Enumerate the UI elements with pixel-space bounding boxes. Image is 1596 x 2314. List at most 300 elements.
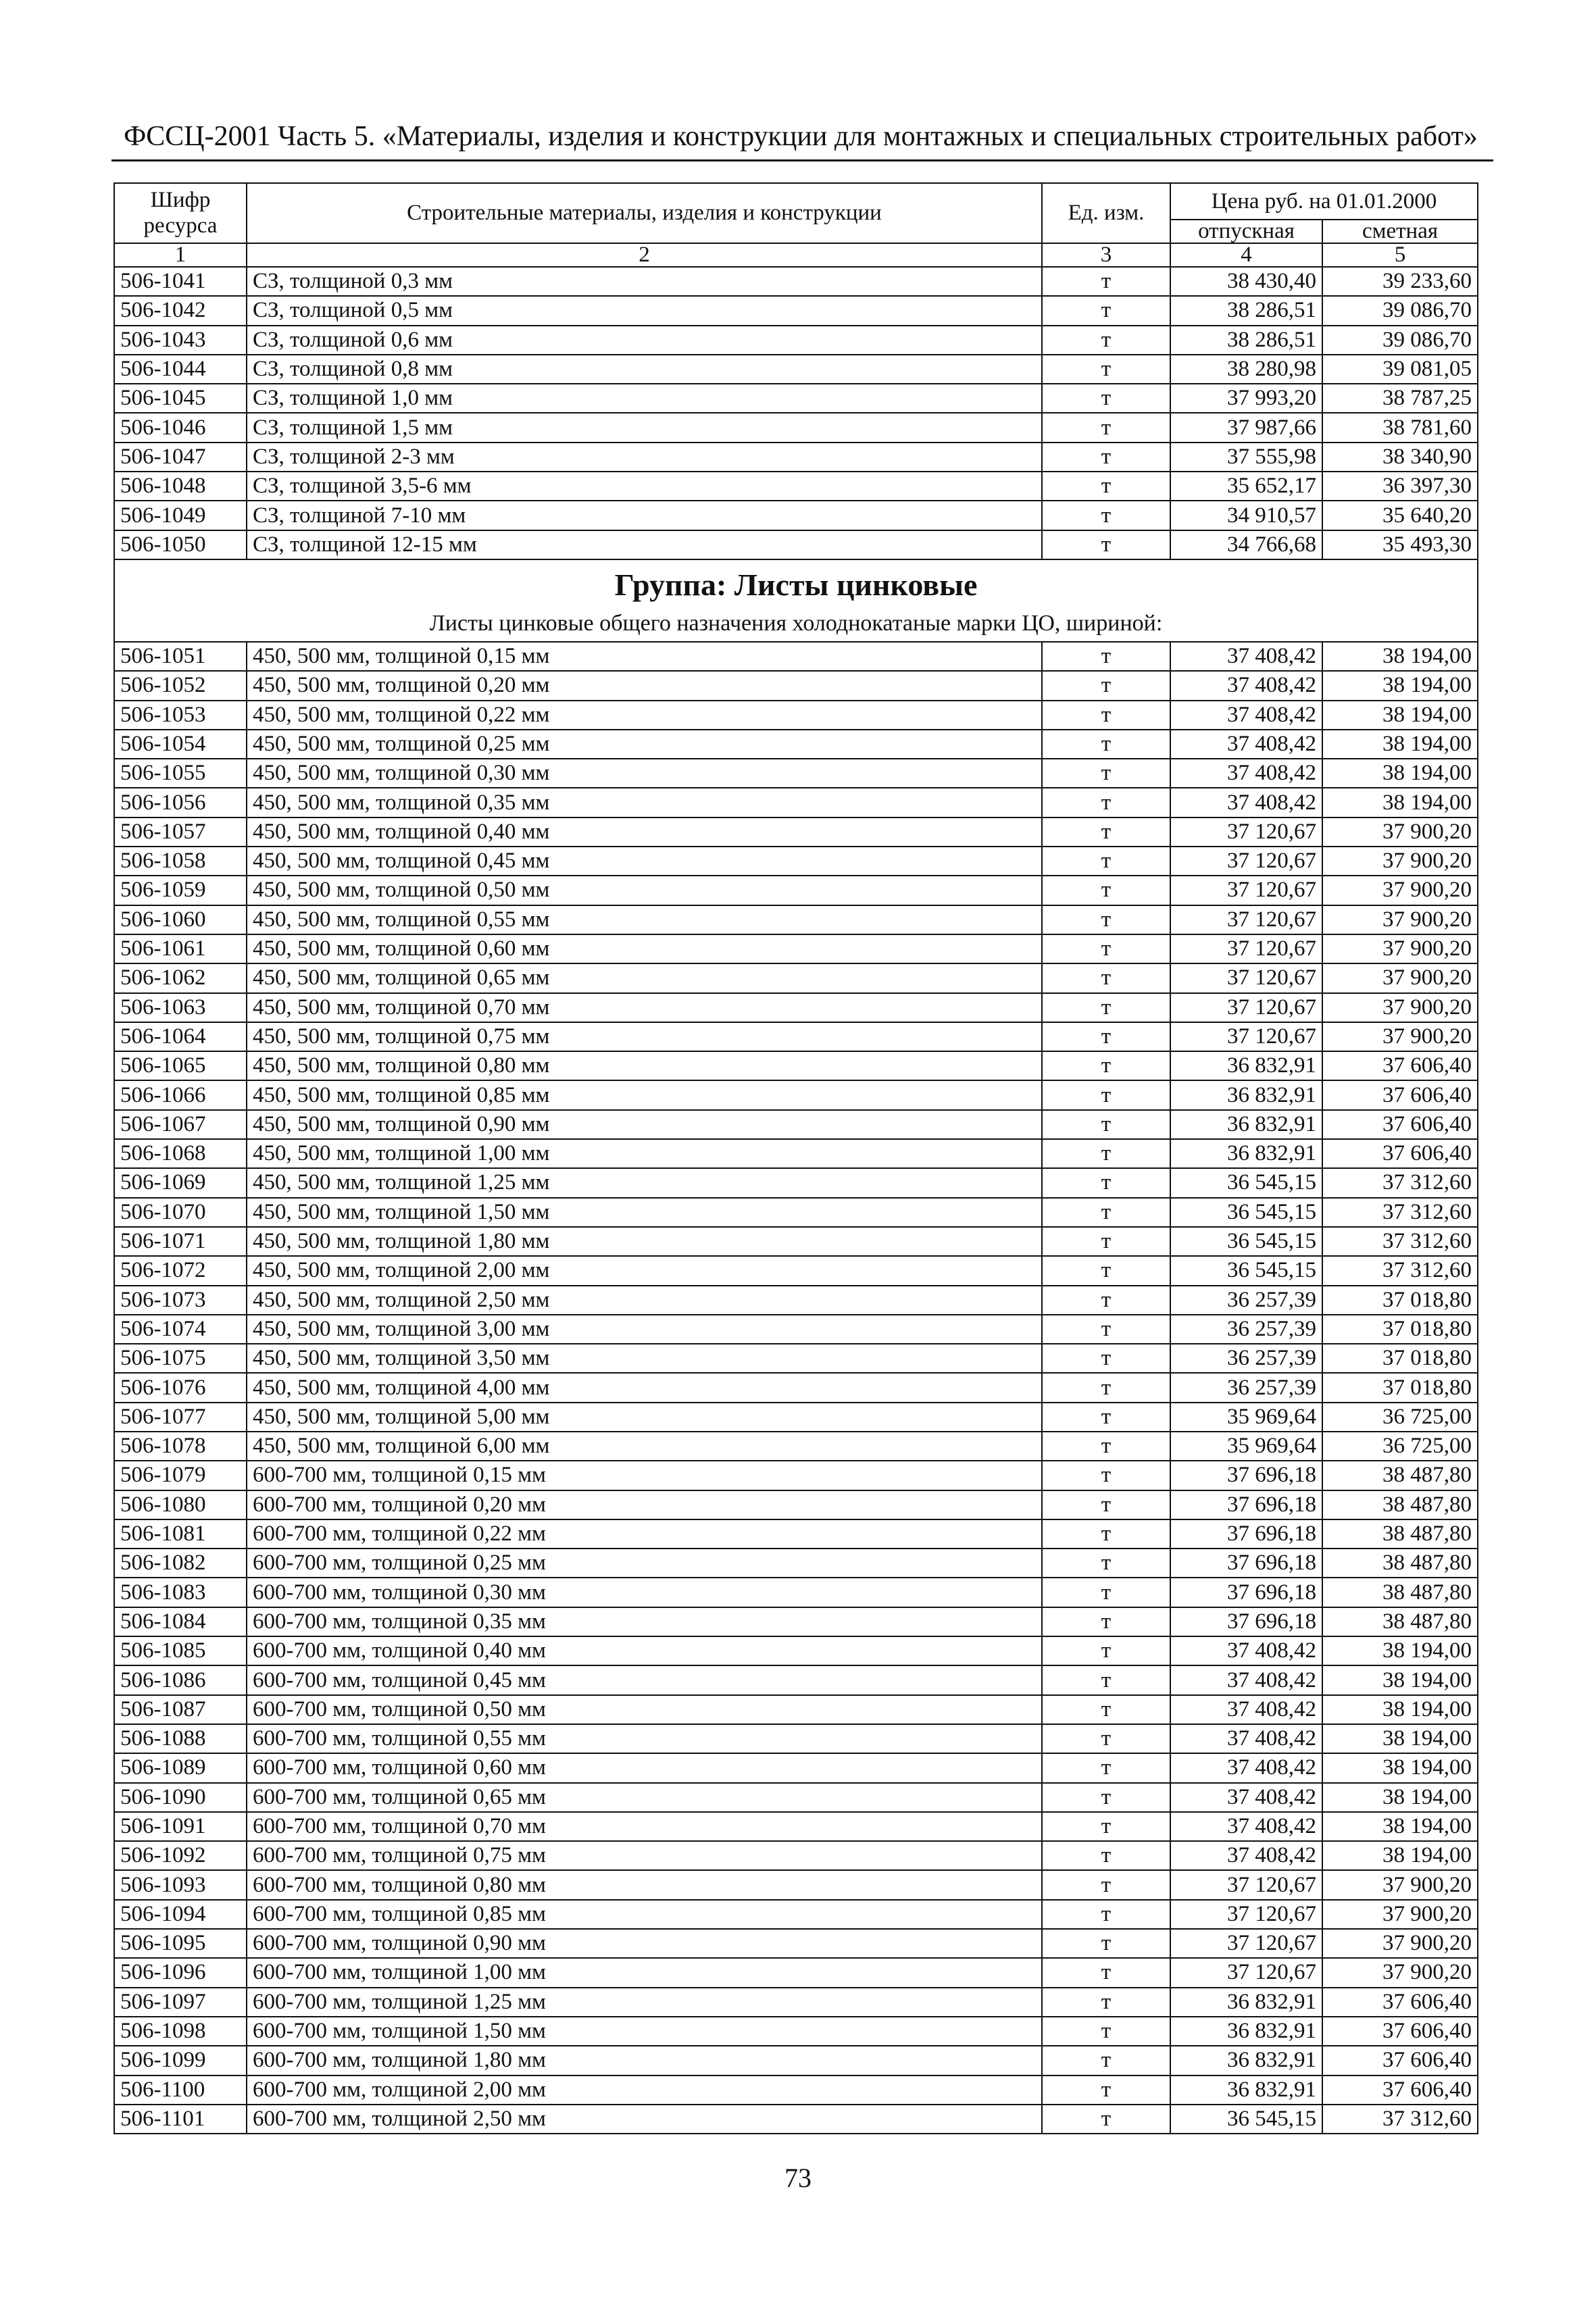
resource-code-cell: 506-1091 <box>114 1812 247 1841</box>
price-estimate-cell: 39 081,05 <box>1322 355 1478 384</box>
resource-code-cell: 506-1083 <box>114 1578 247 1607</box>
price-wholesale-cell: 36 832,91 <box>1170 2046 1322 2075</box>
price-estimate-cell: 39 086,70 <box>1322 296 1478 325</box>
price-estimate-cell: 37 312,60 <box>1322 1227 1478 1256</box>
material-name-cell: 450, 500 мм, толщиной 2,00 мм <box>247 1256 1042 1285</box>
unit-cell: т <box>1042 1286 1170 1315</box>
material-name-cell: 600-700 мм, толщиной 0,55 мм <box>247 1724 1042 1753</box>
price-wholesale-cell: 38 280,98 <box>1170 355 1322 384</box>
price-estimate-cell: 37 312,60 <box>1322 2105 1478 2134</box>
price-estimate-cell: 35 640,20 <box>1322 501 1478 530</box>
price-wholesale-cell: 37 120,67 <box>1170 905 1322 934</box>
unit-cell: т <box>1042 443 1170 472</box>
unit-cell: т <box>1042 759 1170 788</box>
table-row <box>114 1607 1478 1636</box>
unit-cell: т <box>1042 671 1170 700</box>
price-estimate-cell: 37 900,20 <box>1322 934 1478 963</box>
table-row <box>114 671 1478 700</box>
price-estimate-cell: 37 606,40 <box>1322 1051 1478 1080</box>
table-row <box>114 788 1478 817</box>
resource-code-cell: 506-1060 <box>114 905 247 934</box>
resource-code-cell: 506-1066 <box>114 1080 247 1109</box>
unit-cell: т <box>1042 642 1170 671</box>
resource-code-cell: 506-1101 <box>114 2105 247 2134</box>
material-name-cell: 450, 500 мм, толщиной 0,55 мм <box>247 905 1042 934</box>
price-wholesale-cell: 37 408,42 <box>1170 788 1322 817</box>
price-wholesale-cell: 37 696,18 <box>1170 1607 1322 1636</box>
price-wholesale-cell: 37 696,18 <box>1170 1549 1322 1578</box>
table-row <box>114 1841 1478 1870</box>
table-row <box>114 993 1478 1022</box>
unit-cell: т <box>1042 1227 1170 1256</box>
table-row <box>114 1988 1478 2017</box>
material-name-cell: 600-700 мм, толщиной 1,00 мм <box>247 1958 1042 1987</box>
price-estimate-cell: 37 018,80 <box>1322 1315 1478 1344</box>
price-wholesale-cell: 37 993,20 <box>1170 384 1322 413</box>
unit-cell: т <box>1042 1783 1170 1812</box>
unit-cell: т <box>1042 472 1170 501</box>
material-name-cell: 600-700 мм, толщиной 0,85 мм <box>247 1900 1042 1929</box>
column-number: 1 <box>114 243 247 267</box>
price-wholesale-cell: 35 969,64 <box>1170 1403 1322 1432</box>
price-estimate-cell: 38 194,00 <box>1322 1665 1478 1694</box>
unit-cell: т <box>1042 501 1170 530</box>
table-row <box>114 413 1478 442</box>
unit-cell: т <box>1042 1080 1170 1109</box>
table-row <box>114 1051 1478 1080</box>
price-wholesale-cell: 37 120,67 <box>1170 963 1322 992</box>
price-wholesale-cell: 37 408,42 <box>1170 1695 1322 1724</box>
resource-code-cell: 506-1092 <box>114 1841 247 1870</box>
table-row <box>114 1578 1478 1607</box>
unit-cell: т <box>1042 1549 1170 1578</box>
price-estimate-cell: 37 900,20 <box>1322 1958 1478 1987</box>
material-name-cell: 600-700 мм, толщиной 0,65 мм <box>247 1783 1042 1812</box>
price-estimate-cell: 38 194,00 <box>1322 1783 1478 1812</box>
material-name-cell: 450, 500 мм, толщиной 0,90 мм <box>247 1110 1042 1139</box>
table-row <box>114 934 1478 963</box>
price-wholesale-cell: 37 696,18 <box>1170 1461 1322 1490</box>
price-estimate-cell: 38 194,00 <box>1322 1636 1478 1665</box>
unit-cell: т <box>1042 993 1170 1022</box>
price-wholesale-cell: 37 408,42 <box>1170 730 1322 759</box>
resource-code-cell: 506-1045 <box>114 384 247 413</box>
price-wholesale-cell: 36 832,91 <box>1170 1080 1322 1109</box>
table-row <box>114 1461 1478 1490</box>
price-estimate-cell: 39 086,70 <box>1322 326 1478 355</box>
resource-code-cell: 506-1052 <box>114 671 247 700</box>
table-row <box>114 1432 1478 1461</box>
resource-code-cell: 506-1049 <box>114 501 247 530</box>
material-name-cell: СЗ, толщиной 12-15 мм <box>247 530 1042 559</box>
price-estimate-cell: 38 487,80 <box>1322 1519 1478 1549</box>
material-name-cell: СЗ, толщиной 2-3 мм <box>247 443 1042 472</box>
table-row <box>114 384 1478 413</box>
unit-cell: т <box>1042 1315 1170 1344</box>
resource-code-cell: 506-1064 <box>114 1022 247 1051</box>
table-row <box>114 1344 1478 1373</box>
material-name-cell: 600-700 мм, толщиной 0,35 мм <box>247 1607 1042 1636</box>
column-header-price-estimate: сметная <box>1322 220 1478 243</box>
material-name-cell: 450, 500 мм, толщиной 3,50 мм <box>247 1344 1042 1373</box>
table-row <box>114 1403 1478 1432</box>
unit-cell: т <box>1042 1695 1170 1724</box>
unit-cell: т <box>1042 1607 1170 1636</box>
price-wholesale-cell: 38 430,40 <box>1170 267 1322 296</box>
table-row <box>114 1929 1478 1958</box>
price-wholesale-cell: 35 652,17 <box>1170 472 1322 501</box>
material-name-cell: 450, 500 мм, толщиной 2,50 мм <box>247 1286 1042 1315</box>
table-row <box>114 472 1478 501</box>
unit-cell: т <box>1042 1870 1170 1899</box>
unit-cell: т <box>1042 1753 1170 1782</box>
material-name-cell: 450, 500 мм, толщиной 0,85 мм <box>247 1080 1042 1109</box>
price-estimate-cell: 38 787,25 <box>1322 384 1478 413</box>
resource-code-cell: 506-1051 <box>114 642 247 671</box>
unit-cell: т <box>1042 296 1170 325</box>
unit-cell: т <box>1042 818 1170 847</box>
material-name-cell: 450, 500 мм, толщиной 0,30 мм <box>247 759 1042 788</box>
unit-cell: т <box>1042 1988 1170 2017</box>
price-estimate-cell: 37 900,20 <box>1322 1929 1478 1958</box>
price-estimate-cell: 36 725,00 <box>1322 1432 1478 1461</box>
unit-cell: т <box>1042 2017 1170 2046</box>
price-estimate-cell: 37 900,20 <box>1322 818 1478 847</box>
group-title: Группа: Листы цинковые <box>114 559 1478 607</box>
unit-cell: т <box>1042 1636 1170 1665</box>
price-estimate-cell: 37 606,40 <box>1322 2076 1478 2105</box>
unit-cell: т <box>1042 355 1170 384</box>
resource-code-cell: 506-1072 <box>114 1256 247 1285</box>
price-wholesale-cell: 38 286,51 <box>1170 326 1322 355</box>
price-estimate-cell: 38 487,80 <box>1322 1461 1478 1490</box>
price-estimate-cell: 37 606,40 <box>1322 1988 1478 2017</box>
unit-cell: т <box>1042 934 1170 963</box>
price-wholesale-cell: 37 408,42 <box>1170 1636 1322 1665</box>
table-row <box>114 1490 1478 1519</box>
price-estimate-cell: 36 397,30 <box>1322 472 1478 501</box>
price-estimate-cell: 38 194,00 <box>1322 1812 1478 1841</box>
resource-code-cell: 506-1056 <box>114 788 247 817</box>
material-name-cell: 450, 500 мм, толщиной 5,00 мм <box>247 1403 1042 1432</box>
price-estimate-cell: 38 194,00 <box>1322 642 1478 671</box>
resource-code-cell: 506-1089 <box>114 1753 247 1782</box>
column-number: 2 <box>247 243 1042 267</box>
price-estimate-cell: 38 487,80 <box>1322 1607 1478 1636</box>
column-number: 3 <box>1042 243 1170 267</box>
table-row <box>114 730 1478 759</box>
price-wholesale-cell: 36 545,15 <box>1170 1198 1322 1227</box>
unit-cell: т <box>1042 1198 1170 1227</box>
material-name-cell: СЗ, толщиной 1,5 мм <box>247 413 1042 442</box>
unit-cell: т <box>1042 1490 1170 1519</box>
price-estimate-cell: 38 487,80 <box>1322 1549 1478 1578</box>
price-wholesale-cell: 37 120,67 <box>1170 1929 1322 1958</box>
price-wholesale-cell: 36 257,39 <box>1170 1373 1322 1402</box>
table-row <box>114 501 1478 530</box>
price-estimate-cell: 38 194,00 <box>1322 1695 1478 1724</box>
price-wholesale-cell: 36 832,91 <box>1170 2017 1322 2046</box>
unit-cell: т <box>1042 413 1170 442</box>
price-estimate-cell: 37 606,40 <box>1322 1080 1478 1109</box>
unit-cell: т <box>1042 384 1170 413</box>
price-estimate-cell: 38 194,00 <box>1322 759 1478 788</box>
unit-cell: т <box>1042 2076 1170 2105</box>
price-estimate-cell: 38 340,90 <box>1322 443 1478 472</box>
unit-cell: т <box>1042 1344 1170 1373</box>
resource-code-cell: 506-1042 <box>114 296 247 325</box>
price-wholesale-cell: 37 120,67 <box>1170 876 1322 905</box>
price-wholesale-cell: 37 408,42 <box>1170 1753 1322 1782</box>
table-row <box>114 2076 1478 2105</box>
table-row <box>114 530 1478 559</box>
material-name-cell: СЗ, толщиной 0,8 мм <box>247 355 1042 384</box>
unit-cell: т <box>1042 1256 1170 1285</box>
unit-cell: т <box>1042 1519 1170 1549</box>
material-name-cell: 600-700 мм, толщиной 2,50 мм <box>247 2105 1042 2134</box>
price-estimate-cell: 38 194,00 <box>1322 671 1478 700</box>
resource-code-cell: 506-1059 <box>114 876 247 905</box>
price-wholesale-cell: 37 120,67 <box>1170 1870 1322 1899</box>
unit-cell: т <box>1042 2046 1170 2075</box>
material-name-cell: 600-700 мм, толщиной 0,25 мм <box>247 1549 1042 1578</box>
resource-code-cell: 506-1048 <box>114 472 247 501</box>
resource-code-cell: 506-1093 <box>114 1870 247 1899</box>
price-wholesale-cell: 37 696,18 <box>1170 1578 1322 1607</box>
price-wholesale-cell: 36 545,15 <box>1170 1168 1322 1197</box>
material-name-cell: СЗ, толщиной 1,0 мм <box>247 384 1042 413</box>
table-row <box>114 1549 1478 1578</box>
unit-cell: т <box>1042 1110 1170 1139</box>
unit-cell: т <box>1042 1812 1170 1841</box>
unit-cell: т <box>1042 1929 1170 1958</box>
material-name-cell: 450, 500 мм, толщиной 0,60 мм <box>247 934 1042 963</box>
resource-code-cell: 506-1047 <box>114 443 247 472</box>
material-name-cell: 450, 500 мм, толщиной 0,15 мм <box>247 642 1042 671</box>
table-row <box>114 1900 1478 1929</box>
resource-code-cell: 506-1095 <box>114 1929 247 1958</box>
resource-code-cell: 506-1079 <box>114 1461 247 1490</box>
material-name-cell: 450, 500 мм, толщиной 0,20 мм <box>247 671 1042 700</box>
table-row <box>114 1139 1478 1168</box>
table-row <box>114 1227 1478 1256</box>
table-row <box>114 267 1478 296</box>
material-name-cell: 600-700 мм, толщиной 2,00 мм <box>247 2076 1042 2105</box>
table-row <box>114 443 1478 472</box>
price-wholesale-cell: 37 408,42 <box>1170 1724 1322 1753</box>
material-name-cell: 600-700 мм, толщиной 0,70 мм <box>247 1812 1042 1841</box>
price-wholesale-cell: 37 555,98 <box>1170 443 1322 472</box>
price-wholesale-cell: 36 257,39 <box>1170 1286 1322 1315</box>
price-wholesale-cell: 37 696,18 <box>1170 1490 1322 1519</box>
unit-cell: т <box>1042 1461 1170 1490</box>
price-wholesale-cell: 37 408,42 <box>1170 701 1322 730</box>
unit-cell: т <box>1042 1900 1170 1929</box>
price-estimate-cell: 38 194,00 <box>1322 788 1478 817</box>
resource-code-cell: 506-1061 <box>114 934 247 963</box>
table-row <box>114 1783 1478 1812</box>
material-name-cell: 600-700 мм, толщиной 0,30 мм <box>247 1578 1042 1607</box>
material-name-cell: 450, 500 мм, толщиной 6,00 мм <box>247 1432 1042 1461</box>
price-wholesale-cell: 37 408,42 <box>1170 759 1322 788</box>
material-name-cell: 450, 500 мм, толщиной 4,00 мм <box>247 1373 1042 1402</box>
price-estimate-cell: 37 900,20 <box>1322 1022 1478 1051</box>
material-name-cell: 450, 500 мм, толщиной 1,25 мм <box>247 1168 1042 1197</box>
price-estimate-cell: 35 493,30 <box>1322 530 1478 559</box>
price-estimate-cell: 37 312,60 <box>1322 1198 1478 1227</box>
material-name-cell: 450, 500 мм, толщиной 1,80 мм <box>247 1227 1042 1256</box>
material-name-cell: 450, 500 мм, толщиной 0,22 мм <box>247 701 1042 730</box>
price-estimate-cell: 37 900,20 <box>1322 905 1478 934</box>
column-header-name: Строительные материалы, изделия и конструкции <box>247 183 1042 243</box>
table-row <box>114 1286 1478 1315</box>
resource-code-cell: 506-1055 <box>114 759 247 788</box>
price-wholesale-cell: 37 120,67 <box>1170 1022 1322 1051</box>
table-row <box>114 1812 1478 1841</box>
resource-code-cell: 506-1082 <box>114 1549 247 1578</box>
price-estimate-cell: 38 487,80 <box>1322 1490 1478 1519</box>
resource-code-cell: 506-1094 <box>114 1900 247 1929</box>
material-name-cell: 600-700 мм, толщиной 0,22 мм <box>247 1519 1042 1549</box>
table-row <box>114 701 1478 730</box>
table-row <box>114 355 1478 384</box>
table-row <box>114 1080 1478 1109</box>
table-row <box>114 1870 1478 1899</box>
material-name-cell: 450, 500 мм, толщиной 1,00 мм <box>247 1139 1042 1168</box>
table-row <box>114 1315 1478 1344</box>
price-wholesale-cell: 37 120,67 <box>1170 1900 1322 1929</box>
price-wholesale-cell: 37 408,42 <box>1170 642 1322 671</box>
page-number: 73 <box>784 2163 812 2193</box>
resource-code-cell: 506-1041 <box>114 267 247 296</box>
resource-code-cell: 506-1085 <box>114 1636 247 1665</box>
price-estimate-cell: 38 194,00 <box>1322 1724 1478 1753</box>
price-wholesale-cell: 37 696,18 <box>1170 1519 1322 1549</box>
price-estimate-cell: 38 194,00 <box>1322 1841 1478 1870</box>
table-row <box>114 963 1478 992</box>
table-row <box>114 1256 1478 1285</box>
unit-cell: т <box>1042 788 1170 817</box>
price-estimate-cell: 38 194,00 <box>1322 701 1478 730</box>
table-row <box>114 847 1478 876</box>
table-row <box>114 1695 1478 1724</box>
resource-code-cell: 506-1073 <box>114 1286 247 1315</box>
table-row <box>114 1519 1478 1549</box>
price-wholesale-cell: 38 286,51 <box>1170 296 1322 325</box>
material-name-cell: 600-700 мм, толщиной 0,90 мм <box>247 1929 1042 1958</box>
price-estimate-cell: 37 606,40 <box>1322 2046 1478 2075</box>
material-name-cell: 600-700 мм, толщиной 1,80 мм <box>247 2046 1042 2075</box>
price-estimate-cell: 36 725,00 <box>1322 1403 1478 1432</box>
material-name-cell: 450, 500 мм, толщиной 0,25 мм <box>247 730 1042 759</box>
material-name-cell: 600-700 мм, толщиной 1,25 мм <box>247 1988 1042 2017</box>
header-rule <box>111 159 1493 161</box>
price-table <box>114 182 1478 2134</box>
resource-code-cell: 506-1088 <box>114 1724 247 1753</box>
unit-cell: т <box>1042 1022 1170 1051</box>
price-wholesale-cell: 36 257,39 <box>1170 1344 1322 1373</box>
material-name-cell: 450, 500 мм, толщиной 0,75 мм <box>247 1022 1042 1051</box>
material-name-cell: 450, 500 мм, толщиной 3,00 мм <box>247 1315 1042 1344</box>
column-number: 4 <box>1170 243 1322 267</box>
table-row <box>114 1022 1478 1051</box>
table-row <box>114 1724 1478 1753</box>
unit-cell: т <box>1042 1724 1170 1753</box>
page-title: ФССЦ-2001 Часть 5. «Материалы, изделия и конструкции для монтажных и специальных строительных работ» <box>124 121 1478 152</box>
column-header-unit: Ед. изм. <box>1042 183 1170 243</box>
material-name-cell: 600-700 мм, толщиной 0,40 мм <box>247 1636 1042 1665</box>
column-header-price-wholesale: отпускная <box>1170 220 1322 243</box>
material-name-cell: СЗ, толщиной 0,6 мм <box>247 326 1042 355</box>
price-wholesale-cell: 37 120,67 <box>1170 993 1322 1022</box>
resource-code-cell: 506-1090 <box>114 1783 247 1812</box>
table-row <box>114 1373 1478 1402</box>
resource-code-cell: 506-1065 <box>114 1051 247 1080</box>
table-row <box>114 2046 1478 2075</box>
price-estimate-cell: 37 606,40 <box>1322 2017 1478 2046</box>
column-header-code: Шифр ресурса <box>114 183 247 243</box>
material-name-cell: 450, 500 мм, толщиной 0,65 мм <box>247 963 1042 992</box>
price-estimate-cell: 38 781,60 <box>1322 413 1478 442</box>
material-name-cell: 450, 500 мм, толщиной 0,70 мм <box>247 993 1042 1022</box>
price-wholesale-cell: 37 120,67 <box>1170 1958 1322 1987</box>
table-body-sz <box>114 267 1478 559</box>
material-name-cell: 450, 500 мм, толщиной 0,80 мм <box>247 1051 1042 1080</box>
resource-code-cell: 506-1057 <box>114 818 247 847</box>
material-name-cell: 600-700 мм, толщиной 0,60 мм <box>247 1753 1042 1782</box>
price-estimate-cell: 37 018,80 <box>1322 1286 1478 1315</box>
resource-code-cell: 506-1078 <box>114 1432 247 1461</box>
price-wholesale-cell: 36 832,91 <box>1170 1051 1322 1080</box>
material-name-cell: 450, 500 мм, толщиной 0,40 мм <box>247 818 1042 847</box>
table-row <box>114 759 1478 788</box>
price-wholesale-cell: 37 987,66 <box>1170 413 1322 442</box>
price-wholesale-cell: 36 545,15 <box>1170 2105 1322 2134</box>
table-row <box>114 642 1478 671</box>
unit-cell: т <box>1042 905 1170 934</box>
resource-code-cell: 506-1077 <box>114 1403 247 1432</box>
resource-code-cell: 506-1080 <box>114 1490 247 1519</box>
price-wholesale-cell: 34 766,68 <box>1170 530 1322 559</box>
table-body-zinc <box>114 642 1478 2134</box>
table-row <box>114 1198 1478 1227</box>
table-row <box>114 905 1478 934</box>
price-estimate-cell: 37 900,20 <box>1322 993 1478 1022</box>
price-estimate-cell: 39 233,60 <box>1322 267 1478 296</box>
unit-cell: т <box>1042 267 1170 296</box>
unit-cell: т <box>1042 1841 1170 1870</box>
resource-code-cell: 506-1100 <box>114 2076 247 2105</box>
material-name-cell: 450, 500 мм, толщиной 0,35 мм <box>247 788 1042 817</box>
material-name-cell: СЗ, толщиной 0,3 мм <box>247 267 1042 296</box>
group-section <box>114 559 1478 642</box>
price-estimate-cell: 37 018,80 <box>1322 1344 1478 1373</box>
material-name-cell: 450, 500 мм, толщиной 0,45 мм <box>247 847 1042 876</box>
resource-code-cell: 506-1076 <box>114 1373 247 1402</box>
resource-code-cell: 506-1070 <box>114 1198 247 1227</box>
resource-code-cell: 506-1097 <box>114 1988 247 2017</box>
price-estimate-cell: 37 606,40 <box>1322 1139 1478 1168</box>
resource-code-cell: 506-1098 <box>114 2017 247 2046</box>
resource-code-cell: 506-1068 <box>114 1139 247 1168</box>
material-name-cell: СЗ, толщиной 7-10 мм <box>247 501 1042 530</box>
material-name-cell: 450, 500 мм, толщиной 0,50 мм <box>247 876 1042 905</box>
resource-code-cell: 506-1069 <box>114 1168 247 1197</box>
unit-cell: т <box>1042 1373 1170 1402</box>
material-name-cell: 600-700 мм, толщиной 0,45 мм <box>247 1665 1042 1694</box>
resource-code-cell: 506-1081 <box>114 1519 247 1549</box>
resource-code-cell: 506-1087 <box>114 1695 247 1724</box>
